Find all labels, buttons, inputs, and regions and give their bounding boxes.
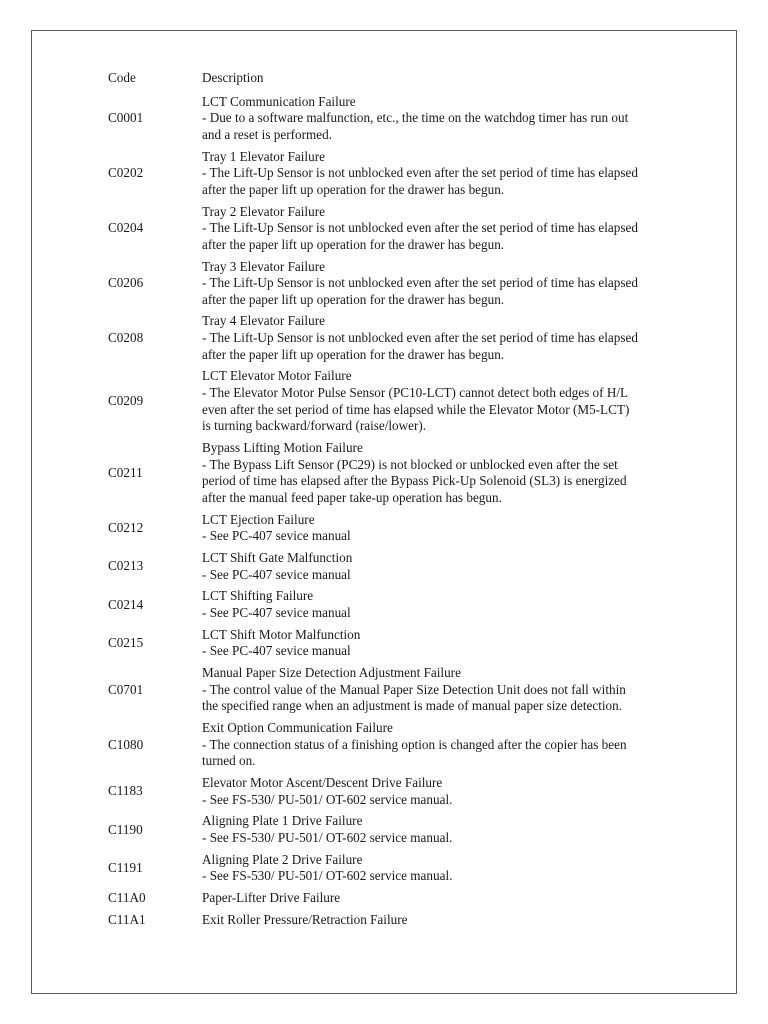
table-row [108, 665, 728, 715]
error-description [202, 313, 722, 363]
table-row [108, 94, 728, 144]
error-title: Tray 1 Elevator Failure [202, 148, 325, 164]
error-title: LCT Ejection Failure [202, 511, 315, 527]
error-detail-line: period of time has elapsed after the Bypass Pick-Up Solenoid (SL3) is energized [202, 473, 627, 489]
table-row [108, 259, 728, 309]
error-description [202, 775, 722, 808]
error-code: C0213 [108, 558, 144, 574]
error-description [202, 852, 722, 885]
table-row [108, 627, 728, 660]
error-title: LCT Elevator Motor Failure [202, 368, 352, 384]
error-description [202, 149, 722, 199]
table-row [108, 368, 728, 434]
error-description [202, 368, 722, 434]
error-title: Aligning Plate 2 Drive Failure [202, 851, 363, 867]
error-description [202, 890, 722, 907]
error-title: Manual Paper Size Detection Adjustment Failure [202, 665, 461, 681]
error-detail-line: after the paper lift up operation for the drawer has begun. [202, 181, 505, 197]
error-description [202, 259, 722, 309]
error-detail-line: - See PC-407 sevice manual [202, 528, 351, 544]
error-description [202, 720, 722, 770]
error-title: Tray 3 Elevator Failure [202, 258, 325, 274]
error-title: LCT Shift Motor Malfunction [202, 626, 361, 642]
error-code: C0202 [108, 165, 144, 181]
table-row [108, 890, 728, 907]
error-code: C0701 [108, 681, 144, 697]
error-code: C11A0 [108, 890, 146, 906]
error-title: LCT Communication Failure [202, 93, 356, 109]
error-detail-line: after the paper lift up operation for the drawer has begun. [202, 236, 505, 252]
column-header-code: Code [108, 70, 136, 85]
error-code: C0209 [108, 393, 144, 409]
error-description [202, 588, 722, 621]
table-header-row [108, 70, 728, 87]
error-code: C0206 [108, 275, 144, 291]
error-title: Tray 4 Elevator Failure [202, 313, 325, 329]
error-detail-line: - The connection status of a finishing option is changed after the copier has been [202, 736, 627, 752]
error-detail-line: - The Lift-Up Sensor is not unblocked even after the set period of time has elapsed [202, 275, 638, 291]
error-detail-line: and a reset is performed. [202, 126, 332, 142]
error-detail-line: - See FS-530/ PU-501/ OT-602 service manual. [202, 868, 453, 884]
table-row [108, 550, 728, 583]
error-title: LCT Shifting Failure [202, 588, 314, 604]
error-detail-line: - See FS-530/ PU-501/ OT-602 service manual. [202, 791, 453, 807]
error-code: C0208 [108, 330, 144, 346]
table-row [108, 852, 728, 885]
table-row [108, 440, 728, 506]
error-detail-line: after the paper lift up operation for the drawer has begun. [202, 291, 505, 307]
table-row [108, 588, 728, 621]
table-row [108, 313, 728, 363]
error-detail-line: - See PC-407 sevice manual [202, 604, 351, 620]
error-code: C1190 [108, 821, 143, 837]
error-detail-line: - The Bypass Lift Sensor (PC29) is not blocked or unblocked even after the set [202, 456, 618, 472]
table-row [108, 512, 728, 545]
error-description [202, 204, 722, 254]
error-detail-line: - The Lift-Up Sensor is not unblocked even after the set period of time has elapsed [202, 165, 638, 181]
error-title: Aligning Plate 1 Drive Failure [202, 813, 363, 829]
table-row [108, 204, 728, 254]
error-title: Tray 2 Elevator Failure [202, 203, 325, 219]
error-detail-line: - The Lift-Up Sensor is not unblocked even after the set period of time has elapsed [202, 330, 638, 346]
error-code: C0212 [108, 519, 144, 535]
error-detail-line: is turning backward/forward (raise/lower). [202, 418, 427, 434]
error-description [202, 665, 722, 715]
error-title: Exit Option Communication Failure [202, 720, 393, 736]
error-detail-line: after the manual feed paper take-up operation has begun. [202, 489, 502, 505]
error-description [202, 440, 722, 506]
error-title: Exit Roller Pressure/Retraction Failure [202, 911, 408, 927]
error-detail-line: - The Lift-Up Sensor is not unblocked even after the set period of time has elapsed [202, 220, 638, 236]
error-detail-line: the specified range when an adjustment is made of manual paper size detection. [202, 698, 623, 714]
error-detail-line: - See FS-530/ PU-501/ OT-602 service manual. [202, 829, 453, 845]
error-code: C0214 [108, 596, 144, 612]
error-code: C0001 [108, 110, 144, 126]
error-title: Bypass Lifting Motion Failure [202, 440, 363, 455]
error-title: Paper-Lifter Drive Failure [202, 890, 341, 906]
table-row [108, 912, 728, 929]
table-row [108, 813, 728, 846]
error-code-table [108, 70, 728, 934]
error-description [202, 912, 722, 929]
error-detail-line: turned on. [202, 753, 256, 769]
error-detail-line: after the paper lift up operation for the drawer has begun. [202, 346, 505, 362]
column-header-description: Description [202, 70, 264, 85]
error-description [202, 94, 722, 144]
table-row [108, 149, 728, 199]
error-detail-line: - Due to a software malfunction, etc., the time on the watchdog timer has run out [202, 110, 629, 126]
error-description [202, 512, 722, 545]
error-description [202, 627, 722, 660]
error-code: C0204 [108, 220, 144, 236]
error-detail-line: - The control value of the Manual Paper Size Detection Unit does not fall within [202, 681, 626, 697]
table-row [108, 720, 728, 770]
error-code: C0215 [108, 634, 144, 650]
error-detail-line: - See PC-407 sevice manual [202, 566, 351, 582]
error-code: C1191 [108, 860, 143, 876]
error-code: C1183 [108, 783, 143, 799]
error-code: C0211 [108, 464, 143, 480]
error-detail-line: - See PC-407 sevice manual [202, 643, 351, 659]
table-row [108, 775, 728, 808]
error-title: LCT Shift Gate Malfunction [202, 549, 353, 565]
error-description [202, 550, 722, 583]
error-description [202, 813, 722, 846]
error-title: Elevator Motor Ascent/Descent Drive Failure [202, 775, 443, 790]
error-detail-line: - The Elevator Motor Pulse Sensor (PC10-LCT) cannot detect both edges of H/L [202, 385, 629, 401]
error-code: C11A1 [108, 911, 146, 927]
error-detail-line: even after the set period of time has elapsed while the Elevator Motor (M5-LCT) [202, 401, 630, 417]
error-code: C1080 [108, 736, 144, 752]
